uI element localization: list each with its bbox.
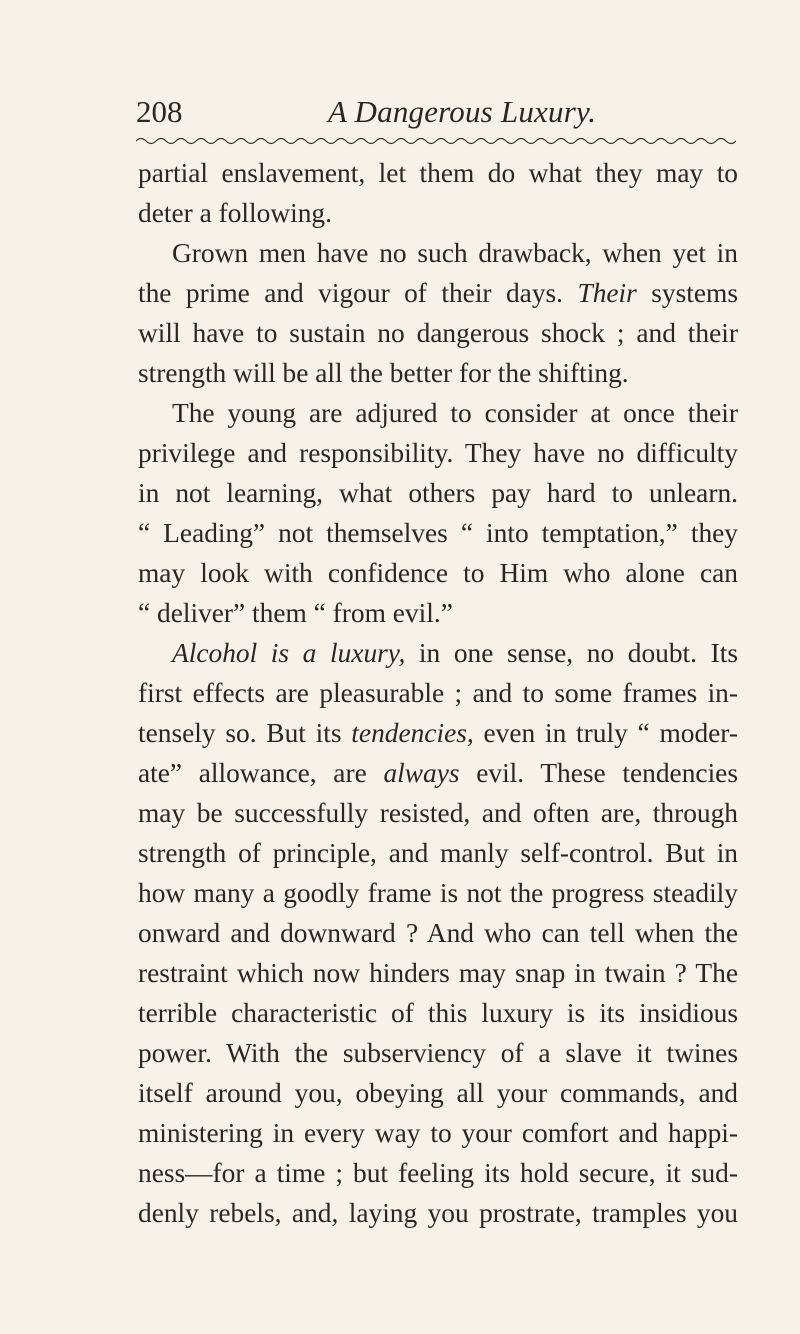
italic-text: Their — [577, 278, 637, 308]
text-line — [138, 1073, 738, 1113]
text-line — [138, 153, 738, 193]
text-segment: in not learning, what others pay hard to unlearn. — [138, 478, 738, 508]
text-segment: ness—for a time ; but feeling its hold secure, it sud- — [138, 1158, 738, 1188]
text-segment: “ Leading” not themselves “ into temptation,” they — [138, 518, 738, 548]
text-line — [138, 393, 738, 433]
text-line — [138, 593, 738, 633]
text-segment: Grown men have no such drawback, when yet in — [172, 238, 738, 268]
page-number: 208 — [136, 94, 183, 129]
text-segment: may be successfully resisted, and often are, through — [138, 798, 738, 828]
text-segment: privilege and responsibility. They have no difficulty — [138, 438, 738, 468]
text-line — [138, 633, 738, 673]
text-line — [138, 913, 738, 953]
text-line — [138, 553, 738, 593]
text-segment: “ deliver” them “ from evil.” — [138, 598, 453, 628]
text-segment: denly rebels, and, laying you prostrate, tramples you — [138, 1198, 738, 1228]
text-segment: restraint which now hinders may snap in twain ? The — [138, 958, 738, 988]
running-head — [136, 92, 736, 132]
text-line — [138, 273, 738, 313]
text-segment: first effects are pleasurable ; and to some frames in- — [138, 678, 738, 708]
text-line — [138, 513, 738, 553]
text-segment: may look with confidence to Him who alone can — [138, 558, 738, 588]
text-segment: partial enslavement, let them do what they may to — [138, 158, 738, 188]
text-segment: in one sense, no doubt. Its — [405, 638, 738, 668]
text-line — [138, 993, 738, 1033]
text-line — [138, 353, 738, 393]
text-segment: the prime and vigour of their days. — [138, 278, 578, 308]
text-line — [138, 433, 738, 473]
text-segment: The young are adjured to consider at once their — [172, 398, 738, 428]
italic-text: tendencies, — [351, 718, 474, 748]
text-segment: how many a goodly frame is not the progress steadily — [138, 878, 738, 908]
text-segment: strength of principle, and manly self-control. But in — [138, 838, 738, 868]
text-segment: ministering in every way to your comfort and happi- — [138, 1118, 738, 1148]
text-line — [138, 793, 738, 833]
running-title: A Dangerous Luxury. — [328, 94, 597, 129]
text-segment: terrible characteristic of this luxury is its insidious — [138, 998, 738, 1028]
text-segment: deter a following. — [138, 198, 332, 228]
ornamental-rule — [136, 134, 736, 148]
text-segment: onward and downward ? And who can tell when the — [138, 918, 738, 948]
text-line — [138, 673, 738, 713]
text-line — [138, 833, 738, 873]
text-segment: itself around you, obeying all your commands, and — [138, 1078, 738, 1108]
text-line — [138, 193, 738, 233]
italic-text: Alcohol is a luxury, — [172, 638, 406, 668]
text-line — [138, 1113, 738, 1153]
italic-text: always — [383, 758, 460, 788]
text-segment: systems — [636, 278, 738, 308]
text-segment: will have to sustain no dangerous shock ; and their — [138, 318, 738, 348]
text-line — [138, 953, 738, 993]
body-text — [138, 153, 738, 1233]
text-line — [138, 473, 738, 513]
text-line — [138, 313, 738, 353]
text-line — [138, 233, 738, 273]
text-line — [138, 1153, 738, 1193]
text-line — [138, 753, 738, 793]
text-segment: even in truly “ moder- — [473, 718, 738, 748]
text-segment: strength will be all the better for the shifting. — [138, 358, 629, 388]
text-segment: ate” allowance, are — [138, 758, 384, 788]
text-line — [138, 713, 738, 753]
text-line — [138, 1193, 738, 1233]
text-segment: evil. These tendencies — [459, 758, 738, 788]
text-line — [138, 1033, 738, 1073]
text-segment: power. With the subserviency of a slave it twines — [138, 1038, 738, 1068]
text-line — [138, 873, 738, 913]
text-segment: tensely so. But its — [138, 718, 352, 748]
